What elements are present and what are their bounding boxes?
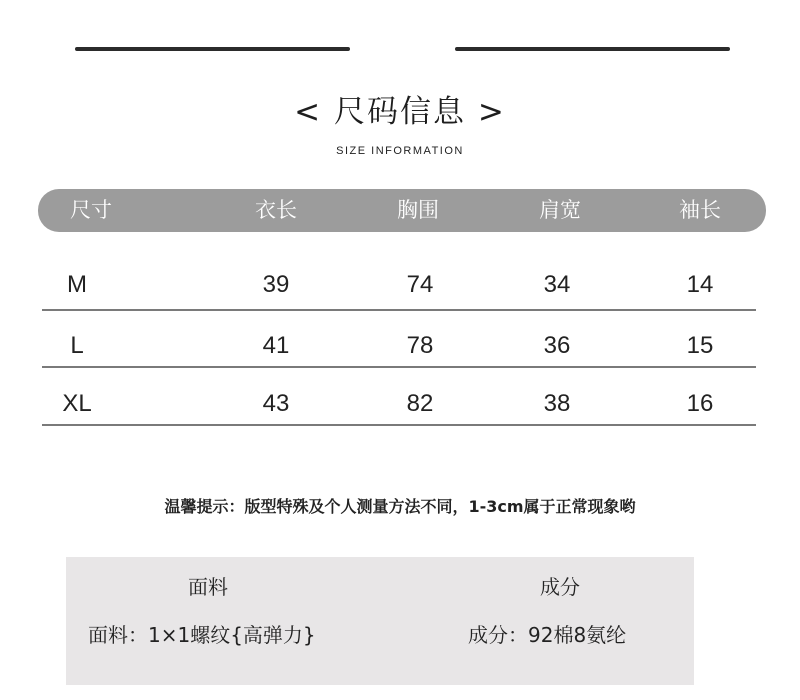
header-shoulder: 肩宽 [539, 199, 581, 222]
cell-size: XL [62, 390, 92, 417]
row-divider [42, 424, 756, 426]
page-subtitle: SIZE INFORMATION [336, 145, 464, 157]
cell-length: 43 [262, 390, 290, 417]
header-sleeve: 袖长 [679, 199, 721, 222]
row-divider [42, 366, 756, 368]
cell-size: M [67, 271, 87, 298]
decorative-rule-right [455, 47, 730, 51]
cell-shoulder: 36 [543, 332, 571, 359]
size-table-header [38, 189, 766, 232]
cell-sleeve: 15 [686, 332, 714, 359]
composition-value: 成分：92棉8氨纶 [468, 623, 627, 647]
cell-shoulder: 38 [543, 390, 571, 417]
cell-length: 39 [262, 271, 290, 298]
header-length: 衣长 [255, 199, 297, 222]
cell-chest: 74 [406, 271, 434, 298]
fabric-value: 面料：1×1螺纹{高弹力} [88, 623, 316, 647]
header-size: 尺寸 [70, 199, 112, 222]
composition-heading: 成分 [540, 575, 580, 599]
cell-shoulder: 34 [543, 271, 571, 298]
row-divider [42, 309, 756, 311]
cell-length: 41 [262, 332, 290, 359]
size-tip: 温馨提示：版型特殊及个人测量方法不同，1-3cm属于正常现象哟 [164, 497, 636, 516]
decorative-rule-left [75, 47, 350, 51]
page-title: < 尺码信息 > [294, 94, 506, 130]
header-chest: 胸围 [397, 199, 439, 222]
material-panel [66, 557, 694, 685]
cell-chest: 78 [406, 332, 434, 359]
cell-sleeve: 16 [686, 390, 714, 417]
cell-sleeve: 14 [686, 271, 714, 298]
table-row [42, 257, 756, 313]
cell-chest: 82 [406, 390, 434, 417]
cell-size: L [70, 332, 84, 359]
fabric-heading: 面料 [188, 575, 228, 599]
